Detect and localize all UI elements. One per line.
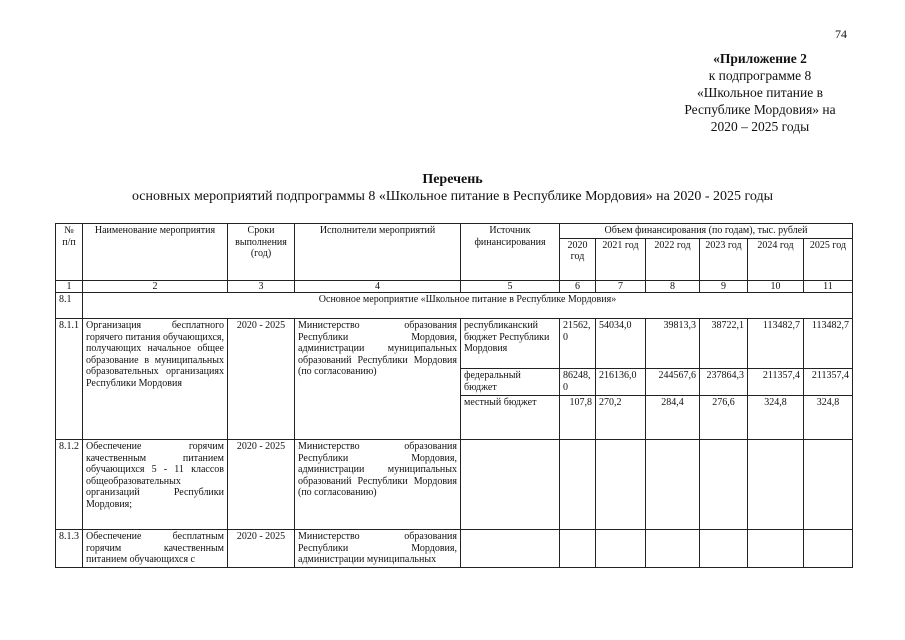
row-source [461, 530, 560, 568]
row-value-2021: 216136,0 [596, 369, 646, 395]
appendix-line-1: «Приложение 2 [713, 51, 807, 66]
row-value-2024 [748, 530, 804, 568]
column-number: 10 [748, 280, 804, 293]
appendix-line-3: «Школьное питание в [697, 85, 823, 100]
header-year-2020: 2020 год [560, 238, 596, 280]
row-num: 8.1.2 [56, 440, 83, 530]
header-executors: Исполнители мероприятий [295, 224, 461, 281]
column-number: 11 [804, 280, 853, 293]
measures-table [55, 223, 853, 568]
row-value-2024: 113482,7 [748, 319, 804, 369]
row-value-2025 [804, 440, 853, 530]
row-value-2021 [596, 530, 646, 568]
page-number: 74 [835, 27, 847, 41]
header-source: Источник финансирования [461, 224, 560, 281]
header-year-2024: 2024 год [748, 238, 804, 280]
row-value-2025: 324,8 [804, 395, 853, 439]
header-year-2025: 2025 год [804, 238, 853, 280]
main-activity-row [56, 293, 853, 319]
row-num: 8.1.3 [56, 530, 83, 568]
document-subtitle: основных мероприятий подпрограммы 8 «Школьное питание в Республике Мордовия» на 2020 - 2025 годы [131, 189, 774, 204]
row-num: 8.1.1 [56, 319, 83, 440]
main-activity-num: 8.1 [56, 293, 83, 319]
row-source: федеральный бюджет [461, 369, 560, 395]
header-num: № п/п [56, 224, 83, 281]
header-year-2023: 2023 год [700, 238, 748, 280]
row-value-2023 [700, 530, 748, 568]
row-term: 2020 - 2025 [228, 319, 295, 440]
column-number: 1 [56, 280, 83, 293]
header-term: Сроки выполнения (год) [228, 224, 295, 281]
row-source [461, 440, 560, 530]
row-executors: Министерство образования Республики Мордовия, администрации муниципальных образований Республики Мордовия (по согласованию) [295, 440, 461, 530]
column-number: 6 [560, 280, 596, 293]
row-value-2022: 244567,6 [646, 369, 700, 395]
row-value-2021: 54034,0 [596, 319, 646, 369]
row-value-2025: 113482,7 [804, 319, 853, 369]
row-value-2020: 86248,0 [560, 369, 596, 395]
row-value-2022: 284,4 [646, 395, 700, 439]
column-number: 8 [646, 280, 700, 293]
row-value-2020: 21562,0 [560, 319, 596, 369]
column-number: 4 [295, 280, 461, 293]
appendix-line-5: 2020 – 2025 годы [710, 119, 810, 134]
appendix-line-2: к подпрограмме 8 [708, 68, 812, 83]
row-executors: Министерство образования Республики Мордовия, администрации муниципальных образований Республики Мордовия (по согласованию) [295, 319, 461, 440]
row-value-2023: 38722,1 [700, 319, 748, 369]
row-source: местный бюджет [461, 395, 560, 439]
row-term: 2020 - 2025 [228, 530, 295, 568]
column-number: 7 [596, 280, 646, 293]
column-number: 9 [700, 280, 748, 293]
row-value-2022: 39813,3 [646, 319, 700, 369]
row-value-2025: 211357,4 [804, 369, 853, 395]
column-number: 2 [83, 280, 228, 293]
row-value-2023: 237864,3 [700, 369, 748, 395]
row-value-2022 [646, 530, 700, 568]
column-number: 3 [228, 280, 295, 293]
row-value-2021 [596, 440, 646, 530]
document-title: Перечень [422, 172, 483, 187]
row-value-2020 [560, 440, 596, 530]
appendix-line-4: Республике Мордовия» на [684, 102, 836, 117]
row-value-2024 [748, 440, 804, 530]
table-row [56, 530, 853, 568]
table-row [56, 319, 853, 369]
header-year-2022: 2022 год [646, 238, 700, 280]
column-number-row [56, 280, 853, 293]
row-value-2022 [646, 440, 700, 530]
header-row-1 [56, 224, 853, 239]
row-value-2024: 324,8 [748, 395, 804, 439]
appendix-block [640, 50, 880, 135]
column-number: 5 [461, 280, 560, 293]
row-value-2023: 276,6 [700, 395, 748, 439]
row-executors: Министерство образования Республики Мордовия, администрации муниципальных [295, 530, 461, 568]
row-name: Обеспечение бесплатным горячим качественным питанием обучающихся с [83, 530, 228, 568]
main-activity-title: Основное мероприятие «Школьное питание в Республике Мордовия» [83, 293, 853, 319]
row-value-2025 [804, 530, 853, 568]
row-value-2021: 270,2 [596, 395, 646, 439]
row-term: 2020 - 2025 [228, 440, 295, 530]
row-source: республиканский бюджет Республики Мордовия [461, 319, 560, 369]
row-name: Организация бесплатного горячего питания обучающихся, получающих начальное общее образование в муниципальных образовательных организациях Республики Мордовия [83, 319, 228, 440]
row-value-2024: 211357,4 [748, 369, 804, 395]
header-funding: Объем финансирования (по годам), тыс. рублей [560, 224, 853, 239]
header-name: Наименование мероприятия [83, 224, 228, 281]
row-value-2020 [560, 530, 596, 568]
header-year-2021: 2021 год [596, 238, 646, 280]
row-name: Обеспечение горячим качественным питанием обучающихся 5 - 11 классов общеобразовательных организаций Республики Мордовия; [83, 440, 228, 530]
table-row [56, 440, 853, 530]
row-value-2023 [700, 440, 748, 530]
row-value-2020: 107,8 [560, 395, 596, 439]
